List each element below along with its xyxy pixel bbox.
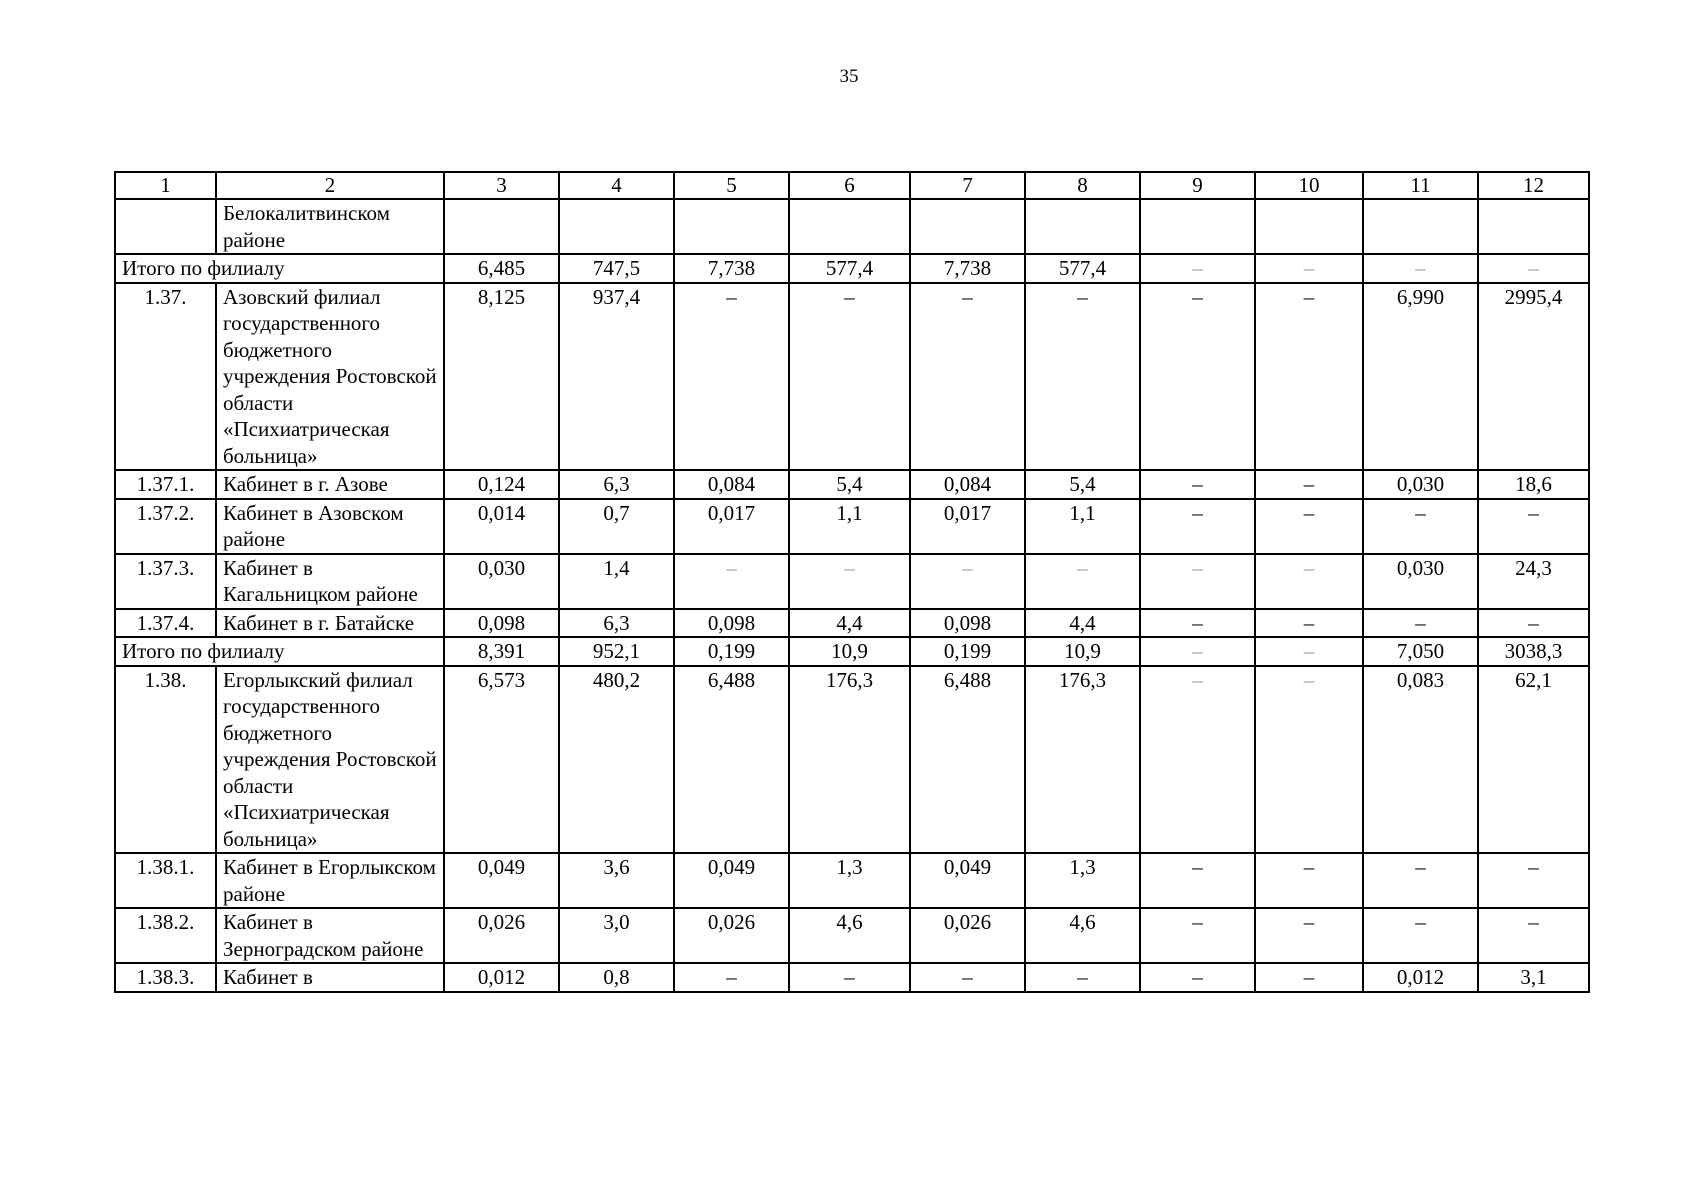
cell-col-6 [789, 199, 910, 254]
cell-col-12: 3,1 [1478, 963, 1589, 992]
table-row [115, 470, 1589, 499]
table-row [115, 609, 1589, 638]
cell-col-8: – [1025, 283, 1140, 471]
cell-col-11: 7,050 [1363, 637, 1478, 666]
row-number: 1.38.1. [115, 853, 216, 908]
cell-col-3: 0,049 [444, 853, 559, 908]
row-number: 1.38. [115, 666, 216, 854]
cell-col-12: 2995,4 [1478, 283, 1589, 471]
cell-col-3: 0,014 [444, 499, 559, 554]
cell-col-8: 4,4 [1025, 609, 1140, 638]
cell-col-10: – [1255, 666, 1363, 854]
cell-col-3: 0,012 [444, 963, 559, 992]
cell-col-4: 6,3 [559, 609, 674, 638]
page-number: 35 [839, 66, 859, 87]
cell-col-8: 4,6 [1025, 908, 1140, 963]
column-header: 8 [1025, 172, 1140, 199]
cell-col-9: – [1140, 554, 1255, 609]
cell-col-6: 1,1 [789, 499, 910, 554]
cell-col-4: 0,7 [559, 499, 674, 554]
cell-col-7: 0,049 [910, 853, 1025, 908]
cell-col-6: 4,6 [789, 908, 910, 963]
cell-col-8: 176,3 [1025, 666, 1140, 854]
row-name: Егорлыкский филиал государственного бюджетного учреждения Ростовской области «Психиатрическая больница» [216, 666, 444, 854]
cell-col-6: – [789, 554, 910, 609]
cell-col-5: – [674, 963, 789, 992]
cell-col-3: 8,125 [444, 283, 559, 471]
cell-col-6: – [789, 283, 910, 471]
row-number: 1.38.3. [115, 963, 216, 992]
cell-col-9: – [1140, 963, 1255, 992]
cell-col-9: – [1140, 470, 1255, 499]
total-label: Итого по филиалу [115, 637, 444, 666]
column-header: 11 [1363, 172, 1478, 199]
cell-col-12: 24,3 [1478, 554, 1589, 609]
cell-col-4: 6,3 [559, 470, 674, 499]
cell-col-6: 4,4 [789, 609, 910, 638]
table-row [115, 853, 1589, 908]
cell-col-3: 0,026 [444, 908, 559, 963]
cell-col-7: 0,098 [910, 609, 1025, 638]
cell-col-11: – [1363, 908, 1478, 963]
cell-col-7: 0,017 [910, 499, 1025, 554]
total-label: Итого по филиалу [115, 254, 444, 283]
cell-col-9: – [1140, 637, 1255, 666]
row-number: 1.37. [115, 283, 216, 471]
cell-col-10: – [1255, 499, 1363, 554]
cell-col-5: 0,049 [674, 853, 789, 908]
table-row [115, 963, 1589, 992]
row-number: 1.37.4. [115, 609, 216, 638]
cell-col-10: – [1255, 853, 1363, 908]
cell-col-12: 62,1 [1478, 666, 1589, 854]
cell-col-10: – [1255, 908, 1363, 963]
cell-col-6: 577,4 [789, 254, 910, 283]
row-number: 1.37.1. [115, 470, 216, 499]
cell-col-8: 10,9 [1025, 637, 1140, 666]
cell-col-12: – [1478, 908, 1589, 963]
cell-col-7: – [910, 554, 1025, 609]
row-number: 1.37.3. [115, 554, 216, 609]
cell-col-11: – [1363, 254, 1478, 283]
cell-col-9: – [1140, 283, 1255, 471]
cell-col-5: 0,026 [674, 908, 789, 963]
cell-col-7: 7,738 [910, 254, 1025, 283]
cell-col-9: – [1140, 499, 1255, 554]
cell-col-3: 8,391 [444, 637, 559, 666]
total-row [115, 637, 1589, 666]
table-row [115, 283, 1589, 471]
cell-col-7: 0,026 [910, 908, 1025, 963]
row-name: Кабинет в г. Батайске [216, 609, 444, 638]
cell-col-7 [910, 199, 1025, 254]
cell-col-8: 1,3 [1025, 853, 1140, 908]
cell-col-6: 1,3 [789, 853, 910, 908]
column-header: 1 [115, 172, 216, 199]
cell-col-12: 18,6 [1478, 470, 1589, 499]
table-row [115, 199, 1589, 254]
row-number: 1.37.2. [115, 499, 216, 554]
cell-col-3: 6,485 [444, 254, 559, 283]
cell-col-12: – [1478, 254, 1589, 283]
row-number [115, 199, 216, 254]
cell-col-8: – [1025, 554, 1140, 609]
cell-col-12 [1478, 199, 1589, 254]
cell-col-11: 6,990 [1363, 283, 1478, 471]
cell-col-6: – [789, 963, 910, 992]
cell-col-11 [1363, 199, 1478, 254]
cell-col-12: – [1478, 609, 1589, 638]
cell-col-9 [1140, 199, 1255, 254]
cell-col-8: – [1025, 963, 1140, 992]
cell-col-9: – [1140, 254, 1255, 283]
cell-col-9: – [1140, 853, 1255, 908]
cell-col-4: 747,5 [559, 254, 674, 283]
cell-col-8: 5,4 [1025, 470, 1140, 499]
column-header: 9 [1140, 172, 1255, 199]
cell-col-7: 0,084 [910, 470, 1025, 499]
cell-col-4: 1,4 [559, 554, 674, 609]
row-number: 1.38.2. [115, 908, 216, 963]
cell-col-4 [559, 199, 674, 254]
cell-col-6: 5,4 [789, 470, 910, 499]
cell-col-9: – [1140, 609, 1255, 638]
row-name: Кабинет в [216, 963, 444, 992]
cell-col-9: – [1140, 908, 1255, 963]
table-row [115, 908, 1589, 963]
cell-col-10: – [1255, 254, 1363, 283]
cell-col-10: – [1255, 470, 1363, 499]
cell-col-3: 0,124 [444, 470, 559, 499]
cell-col-5: 0,017 [674, 499, 789, 554]
cell-col-3: 0,030 [444, 554, 559, 609]
cell-col-5: 0,084 [674, 470, 789, 499]
cell-col-6: 10,9 [789, 637, 910, 666]
cell-col-11: 0,030 [1363, 470, 1478, 499]
cell-col-8 [1025, 199, 1140, 254]
cell-col-5: – [674, 554, 789, 609]
column-header: 12 [1478, 172, 1589, 199]
row-name: Белокалитвинском районе [216, 199, 444, 254]
cell-col-8: 1,1 [1025, 499, 1140, 554]
cell-col-10: – [1255, 963, 1363, 992]
cell-col-7: 0,199 [910, 637, 1025, 666]
cell-col-11: 0,012 [1363, 963, 1478, 992]
cell-col-11: 0,030 [1363, 554, 1478, 609]
row-name: Кабинет в Зерноградском районе [216, 908, 444, 963]
cell-col-3: 6,573 [444, 666, 559, 854]
cell-col-10 [1255, 199, 1363, 254]
cell-col-6: 176,3 [789, 666, 910, 854]
cell-col-4: 480,2 [559, 666, 674, 854]
cell-col-12: – [1478, 853, 1589, 908]
cell-col-5: – [674, 283, 789, 471]
cell-col-7: – [910, 283, 1025, 471]
cell-col-9: – [1140, 666, 1255, 854]
column-header: 2 [216, 172, 444, 199]
cell-col-11: 0,083 [1363, 666, 1478, 854]
cell-col-5 [674, 199, 789, 254]
cell-col-7: – [910, 963, 1025, 992]
row-name: Азовский филиал государственного бюджетного учреждения Ростовской области «Психиатрическая больница» [216, 283, 444, 471]
table-row [115, 554, 1589, 609]
cell-col-10: – [1255, 609, 1363, 638]
cell-col-4: 937,4 [559, 283, 674, 471]
cell-col-5: 7,738 [674, 254, 789, 283]
cell-col-11: – [1363, 853, 1478, 908]
cell-col-5: 0,098 [674, 609, 789, 638]
column-header: 7 [910, 172, 1025, 199]
cell-col-5: 6,488 [674, 666, 789, 854]
row-name: Кабинет в г. Азове [216, 470, 444, 499]
cell-col-12: 3038,3 [1478, 637, 1589, 666]
cell-col-3: 0,098 [444, 609, 559, 638]
cell-col-3 [444, 199, 559, 254]
cell-col-10: – [1255, 554, 1363, 609]
cell-col-7: 6,488 [910, 666, 1025, 854]
cell-col-4: 952,1 [559, 637, 674, 666]
column-header: 4 [559, 172, 674, 199]
table-row [115, 666, 1589, 854]
cell-col-4: 0,8 [559, 963, 674, 992]
column-header: 5 [674, 172, 789, 199]
data-table [114, 171, 1590, 993]
cell-col-4: 3,0 [559, 908, 674, 963]
cell-col-11: – [1363, 609, 1478, 638]
total-row [115, 254, 1589, 283]
cell-col-10: – [1255, 637, 1363, 666]
column-header: 3 [444, 172, 559, 199]
row-name: Кабинет в Азовском районе [216, 499, 444, 554]
cell-col-8: 577,4 [1025, 254, 1140, 283]
row-name: Кабинет в Кагальницком районе [216, 554, 444, 609]
table-row [115, 499, 1589, 554]
cell-col-5: 0,199 [674, 637, 789, 666]
cell-col-11: – [1363, 499, 1478, 554]
column-header: 10 [1255, 172, 1363, 199]
cell-col-4: 3,6 [559, 853, 674, 908]
column-header: 6 [789, 172, 910, 199]
row-name: Кабинет в Егорлыкском районе [216, 853, 444, 908]
cell-col-10: – [1255, 283, 1363, 471]
header-row [115, 172, 1589, 199]
cell-col-12: – [1478, 499, 1589, 554]
